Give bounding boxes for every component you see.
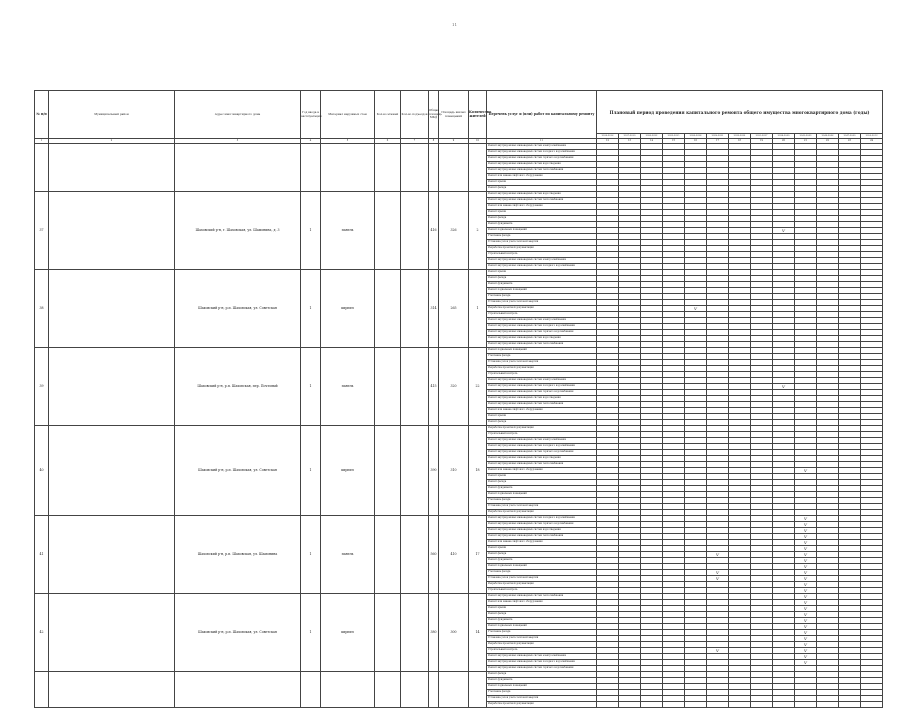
column-number-cell: 17	[707, 139, 729, 144]
year-range-cell: 2017-2019	[619, 134, 641, 139]
work-item: Ремонт или замена лифтового оборудования	[487, 540, 597, 546]
col-material-header: Материал наружных стен	[321, 91, 375, 139]
work-item: Ремонт подвальных помещений	[487, 348, 597, 354]
work-item: Ремонт внутридомовых инженерных систем холодного водоснабжения	[487, 324, 597, 330]
period-cell	[751, 702, 773, 708]
residents-cell: 18	[469, 426, 487, 516]
column-number-cell: 23	[839, 139, 861, 144]
total-area-cell: 380	[429, 594, 439, 672]
period-cell	[795, 702, 817, 708]
work-item: Ремонт внутридомовых инженерных систем теплоснабжения	[487, 594, 597, 600]
work-item: Ремонт фасада	[487, 216, 597, 222]
work-item: Разработка проектной документации	[487, 582, 597, 588]
column-number-cell: 16	[685, 139, 707, 144]
column-number-cell: 7	[401, 139, 429, 144]
check-mark: V	[795, 528, 817, 534]
work-item: Ремонт подвальных помещений	[487, 624, 597, 630]
row-number: 42	[35, 594, 49, 672]
work-item: Разработка проектной документации	[487, 246, 597, 252]
floors-cell	[375, 144, 401, 192]
work-item: Ремонт внутридомовых инженерных систем горячего водоснабжения	[487, 330, 597, 336]
address-cell	[175, 144, 301, 192]
year-cell	[301, 672, 321, 708]
total-area-cell: 560	[429, 516, 439, 594]
row-number	[35, 144, 49, 192]
material-cell: кирпич	[321, 426, 375, 516]
year-range-cell: 2044-2046	[817, 134, 839, 139]
work-item: Строительный контроль	[487, 372, 597, 378]
work-item: Ремонт подвальных помещений	[487, 684, 597, 690]
work-item: Ремонт или замена лифтового оборудования	[487, 174, 597, 180]
work-item: Установка узлов учета тепловой энергии	[487, 636, 597, 642]
work-item: Ремонт внутридомовых инженерных систем электроснабжения	[487, 438, 597, 444]
column-number-cell: 19	[751, 139, 773, 144]
row-number: 40	[35, 426, 49, 516]
work-item: Разработка проектной документации	[487, 510, 597, 516]
entrances-cell	[401, 144, 429, 192]
period-cell	[839, 702, 861, 708]
work-item: Ремонт подвальных помещений	[487, 492, 597, 498]
work-item: Ремонт фундамента	[487, 618, 597, 624]
entrances-cell	[401, 270, 429, 348]
work-item: Установка узлов учета тепловой энергии	[487, 504, 597, 510]
year-range-cell: 2050-2052	[861, 134, 883, 139]
column-number-cell: 8	[429, 139, 439, 144]
check-mark: V	[795, 534, 817, 540]
capital-repair-plan-table	[34, 90, 883, 708]
year-cell: 1	[301, 270, 321, 348]
column-number-cell: 5	[321, 139, 375, 144]
period-cell	[861, 702, 883, 708]
col-entrances-header: Кол-во подъездов	[401, 91, 429, 139]
work-item: Разработка проектной документации	[487, 366, 597, 372]
work-item: Утепление фасада	[487, 570, 597, 576]
work-item: Ремонт внутридомовых инженерных систем горячего водоснабжения	[487, 390, 597, 396]
column-number-cell: 10	[469, 139, 487, 144]
column-number-cell: 3	[175, 139, 301, 144]
column-number-cell: 18	[729, 139, 751, 144]
row-number: 39	[35, 348, 49, 426]
total-area-cell: 314	[429, 270, 439, 348]
floors-cell	[375, 672, 401, 708]
check-mark: V	[707, 552, 729, 558]
work-item: Ремонт внутридомовых инженерных систем горячего водоснабжения	[487, 522, 597, 528]
district-cell	[49, 672, 175, 708]
check-mark: V	[795, 624, 817, 630]
residents-cell: 17	[469, 516, 487, 594]
row-number	[35, 672, 49, 708]
year-range-cell: 2035-2037	[751, 134, 773, 139]
year-cell: 1	[301, 426, 321, 516]
work-item: Ремонт крыши	[487, 414, 597, 420]
material-cell: панель	[321, 516, 375, 594]
period-cell	[597, 702, 619, 708]
work-item: Разработка проектной документации	[487, 642, 597, 648]
work-item: Ремонт внутридомовых инженерных систем горячего водоснабжения	[487, 450, 597, 456]
address-cell: Шаховский р-н, г. Шаховская, ул. Шамонина, д. 3	[175, 192, 301, 270]
check-mark: V	[707, 648, 729, 654]
total-area-cell	[429, 672, 439, 708]
check-mark: V	[795, 648, 817, 654]
work-item: Ремонт внутридомовых инженерных систем холодного водоснабжения	[487, 516, 597, 522]
work-item: Ремонт внутридомовых инженерных систем теплоснабжения	[487, 402, 597, 408]
column-number-cell: 15	[663, 139, 685, 144]
residents-cell: 1	[469, 270, 487, 348]
living-area-cell: 310	[439, 426, 469, 516]
period-cell	[619, 702, 641, 708]
work-item: Ремонт внутридомовых инженерных систем водоотведения	[487, 162, 597, 168]
work-item: Ремонт фасада	[487, 612, 597, 618]
check-mark: V	[795, 558, 817, 564]
year-cell: 1	[301, 192, 321, 270]
work-item: Ремонт подвальных помещений	[487, 564, 597, 570]
col-works-header: Перечень услуг и (или) работ по капитальному ремонту	[487, 91, 597, 139]
check-mark: V	[795, 660, 817, 666]
work-item: Строительный контроль	[487, 252, 597, 258]
year-range-cell: 2047-2049	[839, 134, 861, 139]
work-item: Ремонт внутридомовых инженерных систем теплоснабжения	[487, 168, 597, 174]
year-cell: 1	[301, 516, 321, 594]
column-number-cell: 21	[795, 139, 817, 144]
column-number-cell: 6	[375, 139, 401, 144]
table-header-row	[35, 91, 883, 134]
capital-repair-table-sheet	[34, 90, 878, 708]
column-number-cell: 2	[49, 139, 175, 144]
residents-cell: 14	[469, 594, 487, 672]
check-mark: V	[795, 522, 817, 528]
column-number-cell: 20	[773, 139, 795, 144]
col-year-header: Год ввода в эксплуатацию	[301, 91, 321, 139]
col-floors-header: Кол-во этажей	[375, 91, 401, 139]
living-area-cell: 265	[439, 270, 469, 348]
work-item: Ремонт фасада	[487, 552, 597, 558]
work-item: Ремонт крыши	[487, 546, 597, 552]
address-cell: Шаховский р-н, р.п. Шаховская, ул. Шамонина	[175, 516, 301, 594]
residents-cell: 2	[469, 192, 487, 270]
col-living-area-header: Площадь жилых помещений	[439, 91, 469, 139]
floors-cell	[375, 270, 401, 348]
col-municipal-header: Муниципальный район	[49, 91, 175, 139]
work-item: Ремонт крыши	[487, 210, 597, 216]
work-item: Ремонт крыши	[487, 270, 597, 276]
material-cell: панель	[321, 192, 375, 270]
work-item: Ремонт крыши	[487, 180, 597, 186]
work-item: Ремонт внутридомовых инженерных систем электроснабжения	[487, 318, 597, 324]
work-item: Ремонт внутридомовых инженерных систем холодного водоснабжения	[487, 150, 597, 156]
check-mark: V	[795, 516, 817, 522]
check-mark: V	[795, 594, 817, 600]
work-item: Ремонт фундамента	[487, 486, 597, 492]
material-cell: кирпич	[321, 270, 375, 348]
work-item: Ремонт фундамента	[487, 282, 597, 288]
work-item: Ремонт фасада	[487, 186, 597, 192]
work-item: Ремонт фасада	[487, 276, 597, 282]
work-item: Разработка проектной документации	[487, 426, 597, 432]
period-cell	[685, 702, 707, 708]
work-item: Разработка проектной документации	[487, 306, 597, 312]
work-item: Ремонт или замена лифтового оборудования	[487, 468, 597, 474]
total-area-cell: 415	[429, 348, 439, 426]
year-range-cell: 2023-2025	[663, 134, 685, 139]
work-item: Ремонт внутридомовых инженерных систем теплоснабжения	[487, 198, 597, 204]
period-cell	[817, 702, 839, 708]
period-cell	[773, 702, 795, 708]
year-range-cell: 2026-2028	[685, 134, 707, 139]
year-range-cell: 2032-2034	[729, 134, 751, 139]
work-item: Ремонт фасада	[487, 420, 597, 426]
year-range-cell: 2029-2031	[707, 134, 729, 139]
district-cell	[49, 594, 175, 672]
work-item: Ремонт внутридомовых инженерных систем водоотведения	[487, 192, 597, 198]
year-range-cell: 2020-2022	[641, 134, 663, 139]
work-item: Утепление фасада	[487, 630, 597, 636]
check-mark: V	[795, 576, 817, 582]
check-mark: V	[685, 306, 707, 312]
work-item: Строительный контроль	[487, 432, 597, 438]
living-area-cell: 410	[439, 516, 469, 594]
material-cell: кирпич	[321, 594, 375, 672]
check-mark: V	[795, 582, 817, 588]
entrances-cell	[401, 672, 429, 708]
period-cell	[729, 702, 751, 708]
work-item: Утепление фасада	[487, 498, 597, 504]
work-item: Ремонт внутридомовых инженерных систем электроснабжения	[487, 378, 597, 384]
work-item: Ремонт внутридомовых инженерных систем электроснабжения	[487, 258, 597, 264]
material-cell	[321, 144, 375, 192]
year-range-cell: 2041-2043	[795, 134, 817, 139]
check-mark: V	[773, 228, 795, 234]
floors-cell	[375, 516, 401, 594]
district-cell	[49, 348, 175, 426]
floors-cell	[375, 348, 401, 426]
check-mark: V	[707, 570, 729, 576]
column-number-cell: 22	[817, 139, 839, 144]
entrances-cell	[401, 192, 429, 270]
material-cell: панель	[321, 348, 375, 426]
material-cell	[321, 672, 375, 708]
living-area-cell: 320	[439, 348, 469, 426]
year-range-cell: 2038-2040	[773, 134, 795, 139]
work-item: Ремонт внутридомовых инженерных систем водоотведения	[487, 396, 597, 402]
check-mark: V	[795, 570, 817, 576]
total-area-cell: 416	[429, 192, 439, 270]
column-number-cell: 13	[619, 139, 641, 144]
address-cell: Шаховский р-н, р.п. Шаховская, пер. Почтовый	[175, 348, 301, 426]
column-number-cell: 14	[641, 139, 663, 144]
entrances-cell	[401, 594, 429, 672]
column-number-cell: 11	[487, 139, 597, 144]
work-item: Установка узлов учета тепловой энергии	[487, 360, 597, 366]
living-area-cell	[439, 144, 469, 192]
work-item: Ремонт крыши	[487, 474, 597, 480]
work-item: Ремонт или замена лифтового оборудования	[487, 204, 597, 210]
column-number-cell: 1	[35, 139, 49, 144]
work-item: Ремонт внутридомовых инженерных систем водоотведения	[487, 528, 597, 534]
work-item: Ремонт подвальных помещений	[487, 228, 597, 234]
work-item: Ремонт фундамента	[487, 558, 597, 564]
period-cell	[641, 702, 663, 708]
work-item: Установка узлов учета тепловой энергии	[487, 696, 597, 702]
work-item: Ремонт внутридомовых инженерных систем теплоснабжения	[487, 342, 597, 348]
floors-cell	[375, 426, 401, 516]
work-item: Ремонт крыши	[487, 606, 597, 612]
year-cell: 1	[301, 594, 321, 672]
work-item: Ремонт внутридомовых инженерных систем горячего водоснабжения	[487, 666, 597, 672]
check-mark: V	[795, 552, 817, 558]
residents-cell: 22	[469, 348, 487, 426]
residents-cell	[469, 144, 487, 192]
table-body	[35, 144, 883, 708]
period-cell	[663, 702, 685, 708]
entrances-cell	[401, 426, 429, 516]
check-mark: V	[795, 600, 817, 606]
work-item: Ремонт подвальных помещений	[487, 288, 597, 294]
row-number: 41	[35, 516, 49, 594]
check-mark: V	[795, 654, 817, 660]
work-item: Ремонт внутридомовых инженерных систем теплоснабжения	[487, 462, 597, 468]
check-mark: V	[795, 564, 817, 570]
work-item: Установка узлов учета тепловой энергии	[487, 576, 597, 582]
work-item: Ремонт фундамента	[487, 222, 597, 228]
work-item: Ремонт внутридомовых инженерных систем холодного водоснабжения	[487, 384, 597, 390]
work-item: Установка узлов учета тепловой энергии	[487, 300, 597, 306]
check-mark: V	[795, 618, 817, 624]
check-mark: V	[795, 588, 817, 594]
check-mark: V	[795, 612, 817, 618]
row-number: 38	[35, 270, 49, 348]
check-mark: V	[795, 540, 817, 546]
work-item: Ремонт фасада	[487, 480, 597, 486]
work-item: Строительный контроль	[487, 648, 597, 654]
check-mark: V	[773, 384, 795, 390]
check-mark: V	[795, 468, 817, 474]
work-item: Ремонт внутридомовых инженерных систем электроснабжения	[487, 654, 597, 660]
work-item: Ремонт фундамента	[487, 678, 597, 684]
work-item: Ремонт внутридомовых инженерных систем горячего водоснабжения	[487, 156, 597, 162]
district-cell	[49, 516, 175, 594]
floors-cell	[375, 594, 401, 672]
col-num-header: № п/п	[35, 91, 49, 139]
check-mark: V	[795, 630, 817, 636]
work-item: Строительный контроль	[487, 312, 597, 318]
check-mark: V	[707, 576, 729, 582]
district-cell	[49, 192, 175, 270]
year-range-cell: 2014-2016	[597, 134, 619, 139]
work-item: Ремонт внутридомовых инженерных систем водоотведения	[487, 456, 597, 462]
column-number-cell: 24	[861, 139, 883, 144]
work-item: Утепление фасада	[487, 690, 597, 696]
floors-cell	[375, 192, 401, 270]
total-area-cell	[429, 144, 439, 192]
work-item: Утепление фасада	[487, 234, 597, 240]
work-item: Разработка проектной документации	[487, 702, 597, 708]
address-cell: Шаховский р-н, р.п. Шаховская, ул. Советская	[175, 426, 301, 516]
work-item: Ремонт внутридомовых инженерных систем холодного водоснабжения	[487, 264, 597, 270]
address-cell	[175, 672, 301, 708]
check-mark: V	[795, 546, 817, 552]
work-item: Ремонт внутридомовых инженерных систем холодного водоснабжения	[487, 444, 597, 450]
residents-cell	[469, 672, 487, 708]
column-number-cell: 12	[597, 139, 619, 144]
column-number-cell: 4	[301, 139, 321, 144]
work-item: Ремонт внутридомовых инженерных систем теплоснабжения	[487, 534, 597, 540]
entrances-cell	[401, 516, 429, 594]
address-cell: Шаховский р-н, р.п. Шаховская, ул. Советская	[175, 270, 301, 348]
work-item: Строительный контроль	[487, 588, 597, 594]
living-area-cell	[439, 672, 469, 708]
district-cell	[49, 144, 175, 192]
district-cell	[49, 426, 175, 516]
row-number: 37	[35, 192, 49, 270]
check-mark: V	[795, 636, 817, 642]
work-item: Ремонт или замена лифтового оборудования	[487, 408, 597, 414]
address-cell: Шаховский р-н, р.п. Шаховская, ул. Советская	[175, 594, 301, 672]
col-period-header: Плановый период проведения капитального ремонта общего имущества многоквартирного дома (годы)	[597, 91, 883, 134]
work-item: Установка узлов учета тепловой энергии	[487, 240, 597, 246]
year-cell: 1	[301, 348, 321, 426]
district-cell	[49, 270, 175, 348]
work-item: Утепление фасада	[487, 354, 597, 360]
work-item: Утепление фасада	[487, 294, 597, 300]
year-cell	[301, 144, 321, 192]
col-residents-header: Количество жителей	[469, 91, 487, 139]
living-area-cell: 326	[439, 192, 469, 270]
work-item: Ремонт внутридомовых инженерных систем водоотведения	[487, 336, 597, 342]
entrances-cell	[401, 348, 429, 426]
col-total-area-header: Общая площадь МКД	[429, 91, 439, 139]
check-mark: V	[795, 606, 817, 612]
col-address-header: Адрес многоквартирного дома	[175, 91, 301, 139]
period-cell	[707, 702, 729, 708]
work-item: Ремонт или замена лифтового оборудования	[487, 600, 597, 606]
page-number: 11	[452, 22, 458, 27]
total-area-cell: 390	[429, 426, 439, 516]
work-item: Ремонт фасада	[487, 672, 597, 678]
column-number-cell: 9	[439, 139, 469, 144]
living-area-cell: 300	[439, 594, 469, 672]
work-item: Ремонт внутридомовых инженерных систем электроснабжения	[487, 144, 597, 150]
check-mark: V	[795, 642, 817, 648]
work-item: Ремонт внутридомовых инженерных систем холодного водоснабжения	[487, 660, 597, 666]
